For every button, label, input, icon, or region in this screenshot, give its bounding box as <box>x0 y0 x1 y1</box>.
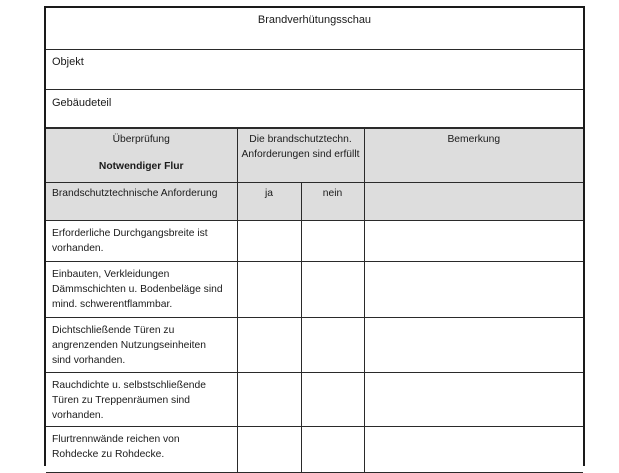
inspection-form <box>44 6 585 466</box>
subheader-ja: ja <box>237 183 301 221</box>
nein-cell[interactable] <box>301 427 364 473</box>
gebaeudeteil-label: Gebäudeteil <box>52 97 112 109</box>
gebaeudeteil-field[interactable] <box>46 90 583 128</box>
table-row <box>46 221 583 262</box>
table-row <box>46 318 583 373</box>
nein-cell[interactable] <box>301 318 364 373</box>
criterion-text: Flurtrennwände reichen von Rohdecke zu Rohdecke. <box>46 427 237 473</box>
nein-cell[interactable] <box>301 262 364 318</box>
criterion-text: Rauchdichte u. selbstschließende Türen zu Treppenräumen sind vorhanden. <box>46 373 237 427</box>
criterion-text: Erforderliche Durchgangsbreite ist vorhanden. <box>46 221 237 262</box>
bemerkung-cell[interactable] <box>364 427 583 473</box>
header-pruefung <box>46 129 237 183</box>
ja-cell[interactable] <box>237 262 301 318</box>
criterion-text: Einbauten, Verkleidungen Dämmschichten u. Bodenbeläge sind mind. schwerentflammbar. <box>46 262 237 318</box>
table-row <box>46 427 583 473</box>
subheader-nein: nein <box>301 183 364 221</box>
criterion-text: Dichtschließende Türen zu angrenzenden Nutzungseinheiten sind vorhanden. <box>46 318 237 373</box>
subheader-anforderung: Brandschutztechnische Anforderung <box>46 183 237 221</box>
ja-cell[interactable] <box>237 221 301 262</box>
nein-cell[interactable] <box>301 373 364 427</box>
ja-cell[interactable] <box>237 373 301 427</box>
bemerkung-cell[interactable] <box>364 221 583 262</box>
objekt-field[interactable] <box>46 50 583 90</box>
bemerkung-cell[interactable] <box>364 262 583 318</box>
subheader-bemerkung <box>364 183 583 221</box>
table-row <box>46 262 583 318</box>
table-row <box>46 373 583 427</box>
header-pruefung-label: Überprüfung <box>112 134 170 145</box>
objekt-label: Objekt <box>52 56 84 68</box>
checklist-table <box>46 128 583 473</box>
bemerkung-cell[interactable] <box>364 318 583 373</box>
ja-cell[interactable] <box>237 427 301 473</box>
form-title: Brandverhütungsschau <box>46 8 583 50</box>
nein-cell[interactable] <box>301 221 364 262</box>
table-header-row <box>46 129 583 183</box>
header-bemerkung: Bemerkung <box>364 129 583 183</box>
table-subheader-row <box>46 183 583 221</box>
ja-cell[interactable] <box>237 318 301 373</box>
header-anforderung: Die brandschutztechn. Anforderungen sind erfüllt <box>237 129 364 183</box>
bemerkung-cell[interactable] <box>364 373 583 427</box>
section-title: Notwendiger Flur <box>98 161 184 172</box>
